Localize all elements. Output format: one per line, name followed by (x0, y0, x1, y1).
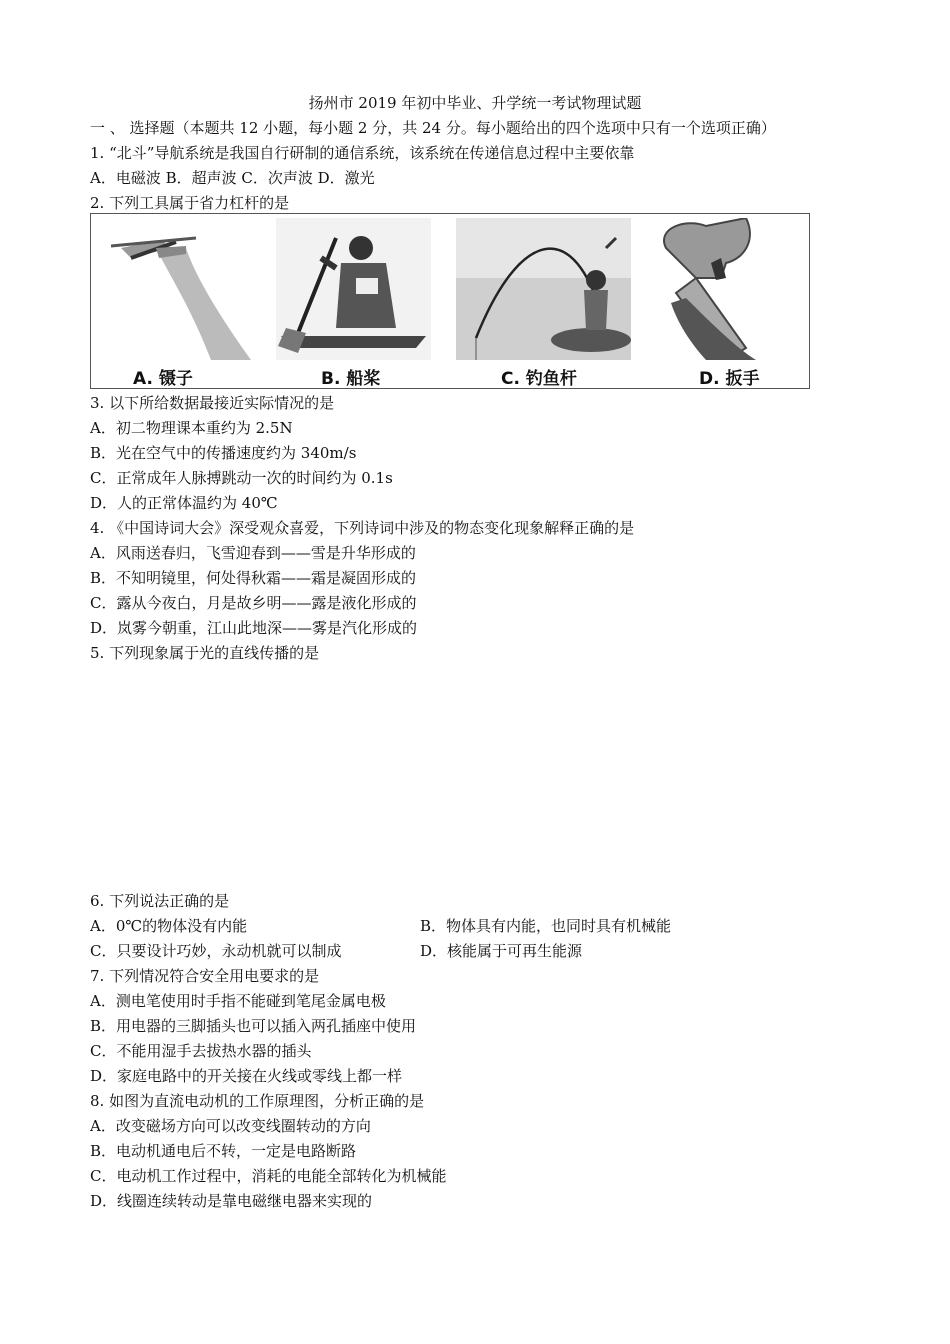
q7-option-a: A．测电笔使用时手指不能碰到笔尾金属电极 (90, 992, 386, 1010)
caption-c: C. 钓鱼杆 (501, 369, 577, 389)
q6-option-c: C．只要设计巧妙，永动机就可以制成 (90, 942, 342, 960)
q4-stem: 4. 《中国诗词大会》深受观众喜爱，下列诗词中涉及的物态变化现象解释正确的是 (90, 519, 635, 537)
q8-option-c: C．电动机工作过程中，消耗的电能全部转化为机械能 (90, 1167, 447, 1185)
q3-option-b: B．光在空气中的传播速度约为 340m/s (90, 444, 357, 462)
q6-option-d: D．核能属于可再生能源 (420, 942, 583, 960)
q6-option-b: B．物体具有内能，也同时具有机械能 (420, 917, 672, 935)
q4-option-b: B．不知明镜里，何处得秋霜——霜是凝固形成的 (90, 569, 417, 587)
q3-stem: 3. 以下所给数据最接近实际情况的是 (90, 394, 335, 412)
q8-option-d: D．线圈连续转动是靠电磁继电器来实现的 (90, 1192, 373, 1210)
fishing-rod-image (456, 218, 631, 360)
caption-b: B. 船桨 (321, 369, 381, 389)
page-title: 扬州市 2019 年初中毕业、升学统一考试物理试题 (308, 94, 642, 112)
q1-stem: 1. “北斗”导航系统是我国自行研制的通信系统，该系统在传递信息过程中主要依靠 (90, 144, 635, 162)
q6-stem: 6. 下列说法正确的是 (90, 892, 230, 910)
q7-option-b: B．用电器的三脚插头也可以插入两孔插座中使用 (90, 1017, 417, 1035)
q2-stem: 2. 下列工具属于省力杠杆的是 (90, 194, 290, 212)
q7-stem: 7. 下列情况符合安全用电要求的是 (90, 967, 320, 985)
q8-option-b: B．电动机通电后不转，一定是电路断路 (90, 1142, 357, 1160)
q1-options: A．电磁波 B．超声波 C．次声波 D．激光 (90, 169, 375, 187)
q2-figure (90, 213, 810, 389)
q4-option-a: A．风雨送春归，飞雪迎春到——雪是升华形成的 (90, 544, 416, 562)
q3-option-a: A．初二物理课本重约为 2.5N (90, 419, 293, 437)
section-heading: 一 、 选择题（本题共 12 小题，每小题 2 分，共 24 分。每小题给出的四个选项中只有一个选项正确） (90, 119, 776, 137)
q7-option-c: C．不能用湿手去拔热水器的插头 (90, 1042, 312, 1060)
paddle-image (276, 218, 431, 360)
q6-option-a: A．0℃的物体没有内能 (90, 917, 248, 935)
q3-option-c: C．正常成年人脉搏跳动一次的时间约为 0.1s (90, 469, 393, 487)
q4-option-c: C．露从今夜白，月是故乡明——露是液化形成的 (90, 594, 417, 612)
q4-option-d: D．岚雾今朝重，江山此地深——雾是汽化形成的 (90, 619, 418, 637)
q8-option-a: A．改变磁场方向可以改变线圈转动的方向 (90, 1117, 371, 1135)
tweezers-image (101, 218, 261, 360)
caption-d: D. 扳手 (699, 369, 760, 389)
caption-a: A. 镊子 (133, 369, 193, 389)
q3-option-d: D．人的正常体温约为 40℃ (90, 494, 278, 512)
q8-stem: 8. 如图为直流电动机的工作原理图，分析正确的是 (90, 1092, 425, 1110)
q5-stem: 5. 下列现象属于光的直线传播的是 (90, 644, 320, 662)
q7-option-d: D．家庭电路中的开关接在火线或零线上都一样 (90, 1067, 403, 1085)
wrench-image (646, 218, 796, 360)
